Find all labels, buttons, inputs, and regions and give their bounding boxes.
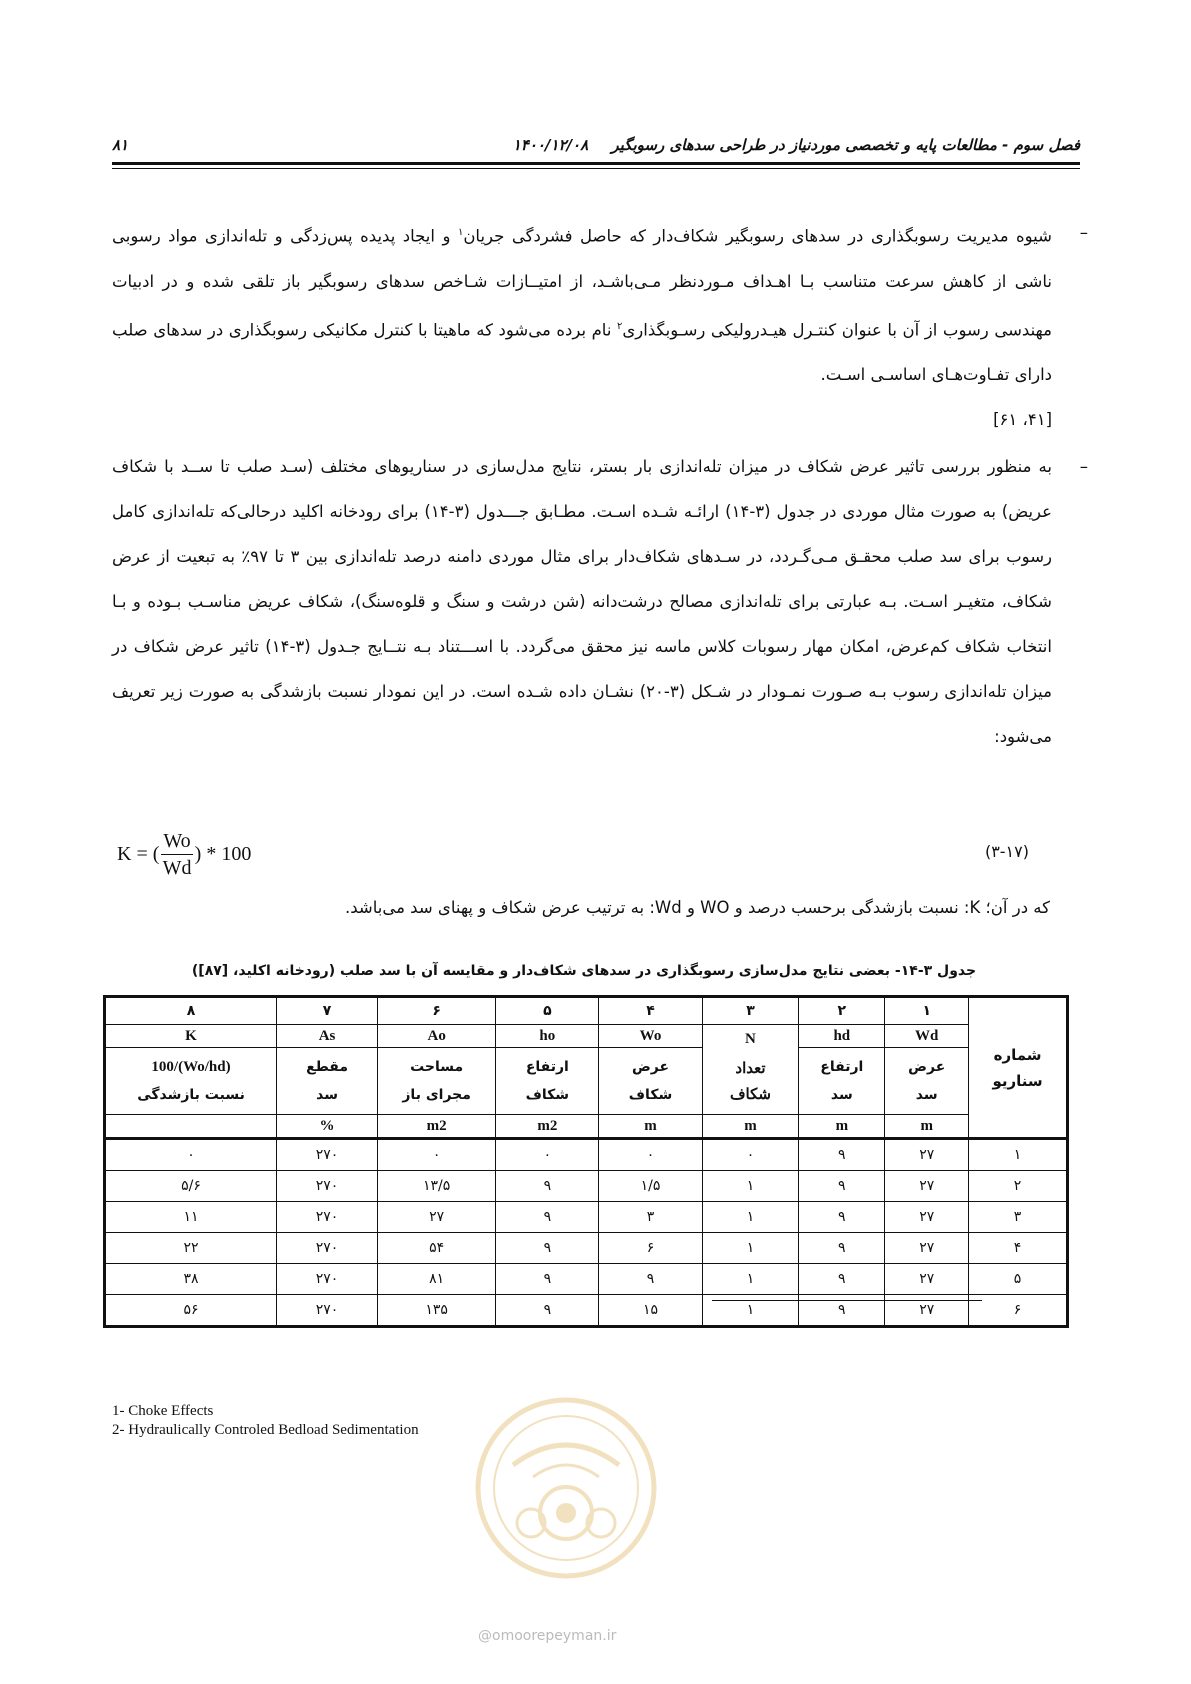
footnote-rule bbox=[712, 1300, 982, 1301]
table-row bbox=[105, 1202, 1068, 1233]
col-name-line: تعداد bbox=[735, 1061, 766, 1077]
col-symbol: Wo bbox=[599, 1025, 702, 1048]
table-cell: ۹ bbox=[799, 1139, 885, 1171]
bullet-item bbox=[112, 210, 1088, 442]
table-cell: ۹ bbox=[496, 1202, 599, 1233]
col-name bbox=[496, 1048, 599, 1115]
table-cell: ۹ bbox=[496, 1171, 599, 1202]
col-name-line: مساحت bbox=[410, 1059, 464, 1075]
col-name-line: سد bbox=[830, 1087, 853, 1103]
table-cell: ۳ bbox=[599, 1202, 702, 1233]
table-cell: ۳۸ bbox=[105, 1264, 277, 1295]
col-name-line: شکاف bbox=[729, 1087, 771, 1103]
equation-denominator: Wd bbox=[162, 857, 192, 879]
equation-definition: که در آن؛ K: نسبت بازشدگی برحسب درصد و WO و Wd: به ترتیب عرض شکاف و پهنای سد می‌باشد. bbox=[344, 898, 1050, 917]
table-cell: ۵ bbox=[969, 1264, 1068, 1295]
table-cell: ۲ bbox=[969, 1171, 1068, 1202]
table-cell: ۱ bbox=[702, 1202, 799, 1233]
equation-number: (۳-۱۷) bbox=[984, 842, 1029, 861]
table-cell: ۰ bbox=[496, 1139, 599, 1171]
equation-rhs: ) * 100 bbox=[194, 843, 252, 865]
table-cell: ۲۷۰ bbox=[277, 1202, 378, 1233]
col-number: ۶ bbox=[378, 997, 496, 1025]
table-cell: ۲۷ bbox=[885, 1171, 969, 1202]
bullet-item bbox=[112, 444, 1088, 759]
table-cell: ۹ bbox=[496, 1295, 599, 1327]
col-symbol: Ao bbox=[378, 1025, 496, 1048]
table-cell: ۲۷ bbox=[885, 1202, 969, 1233]
col-unit: m2 bbox=[378, 1115, 496, 1139]
footnote-1: 1- Choke Effects bbox=[112, 1403, 214, 1419]
col-symbol: As bbox=[277, 1025, 378, 1048]
col-name bbox=[799, 1048, 885, 1115]
col-name-line: (Wo/hd)/100 bbox=[151, 1059, 231, 1075]
col-number: ۷ bbox=[277, 997, 378, 1025]
col-name bbox=[378, 1048, 496, 1115]
running-title bbox=[513, 136, 1080, 154]
bullet-dash: – bbox=[1079, 223, 1088, 242]
table-cell: ۲۷۰ bbox=[277, 1264, 378, 1295]
bullet2-text: به منظور بررسی تاثیر عرض شکاف در میزان تله‌اندازی بار بستر، نتایج مدل‌سازی در سناریوهای مختلف (سـد صلب تا ســد با شکاف عریض) به صورت مثال موردی در جدول (۳-۱۴) ارائـه شـده اسـت. مطـابق جـــدول (۳-۱۴) برای رودخانه اکلید درحالی‌که تله‌اندازی کامل رسوب برای سد صلب محقـق مـی‌گـردد، در سـدهای شکاف‌دار برای مثال موردی دامنه درصد تله‌اندازی بین ۳ تا ۹۷٪ به تبعیت از عرض شکاف، متغیـر اسـت. بـه عبارتی برای تله‌اندازی مصالح درشت‌دانه (شن درشت و سنگ و قلوه‌سنگ)، شکاف عریض مناسـب بـوده و بـا انتخاب شکاف کم‌عرض، امکان مهار رسوبات کلاس ماسه نیز محقق می‌گردد. با اســـتناد بـه نتــایج جـدول (۳-۱۴) تاثیر عرض شکاف در میزان تله‌اندازی رسوب بـه صـورت نمـودار در شـکل (۳-۲۰) نشـان داده شـده است. در این نمودار نسبت بازشدگی به صورت زیر تعریف می‌شود: bbox=[112, 457, 1052, 746]
col-name bbox=[105, 1048, 277, 1115]
table-row bbox=[105, 1171, 1068, 1202]
table-row bbox=[105, 1139, 1068, 1171]
table-cell: ۲۷۰ bbox=[277, 1139, 378, 1171]
table-cell: ۵۴ bbox=[378, 1233, 496, 1264]
col-name bbox=[885, 1048, 969, 1115]
table-cell: ۲۲ bbox=[105, 1233, 277, 1264]
table-cell: ۲۷ bbox=[378, 1202, 496, 1233]
running-title-text: فصل سوم - مطالعات پایه و تخصصی موردنیاز در طراحی سدهای رسوبگیر bbox=[611, 136, 1080, 154]
col-unit: m bbox=[599, 1115, 702, 1139]
table-cell: ۱ bbox=[702, 1295, 799, 1327]
col-number: ۴ bbox=[599, 997, 702, 1025]
col-unit: m bbox=[885, 1115, 969, 1139]
equation-numerator: Wo bbox=[161, 828, 192, 855]
header-row-units bbox=[105, 1115, 1068, 1139]
bullet1-text-c: نام برده می‌شود که ماهیتا با کنترل مکانیکی رسوبگذاری در سدهای صلب دارای تفـاوت‌هـای اساسـی اسـت. bbox=[112, 320, 1052, 384]
reference-citation: [۴۱، ۶۱] bbox=[993, 410, 1052, 429]
table-cell: ۱ bbox=[702, 1264, 799, 1295]
table-cell: ۱۵ bbox=[599, 1295, 702, 1327]
table-cell: ۰ bbox=[105, 1139, 277, 1171]
table-cell: ۱ bbox=[702, 1171, 799, 1202]
table-cell: ۴ bbox=[969, 1233, 1068, 1264]
col-unit: m2 bbox=[496, 1115, 599, 1139]
col-name-line: شکاف bbox=[525, 1087, 570, 1103]
table-cell: ۲۷۰ bbox=[277, 1171, 378, 1202]
table-cell: ۵۶ bbox=[105, 1295, 277, 1327]
table-cell: ۹ bbox=[799, 1295, 885, 1327]
table-cell: ۶ bbox=[969, 1295, 1068, 1327]
table-row bbox=[105, 1233, 1068, 1264]
header-row-symbols bbox=[105, 1025, 1068, 1048]
table-cell: ۱۱ bbox=[105, 1202, 277, 1233]
table-cell: ۹ bbox=[799, 1171, 885, 1202]
header-row-names bbox=[105, 1048, 1068, 1115]
table-cell: ۲۷۰ bbox=[277, 1295, 378, 1327]
header-row-numbers bbox=[105, 997, 1068, 1025]
table-body bbox=[105, 1139, 1068, 1327]
col-symbol: Wd bbox=[885, 1025, 969, 1048]
col-name-line: سد bbox=[915, 1087, 938, 1103]
equation-lhs: K = ( bbox=[117, 843, 160, 865]
table-cell: ۹ bbox=[496, 1264, 599, 1295]
footnote-marker-1: ۱ bbox=[457, 227, 464, 238]
col-symbol: N bbox=[745, 1031, 756, 1047]
col-name bbox=[599, 1048, 702, 1115]
table-cell: ۰ bbox=[599, 1139, 702, 1171]
equation bbox=[117, 828, 1057, 888]
col-symbol: hd bbox=[799, 1025, 885, 1048]
footnote-marker-2: ۲ bbox=[617, 320, 623, 332]
col-name-line: عرض bbox=[908, 1059, 946, 1075]
table-cell: ۱/۵ bbox=[599, 1171, 702, 1202]
col-number: ۵ bbox=[496, 997, 599, 1025]
bullet1-text-a: شیوه مدیریت رسوبگذاری در سدهای رسوبگیر شکاف‌دار که حاصل فشردگی جریان bbox=[463, 226, 1052, 246]
col-name-line: مقطع bbox=[306, 1059, 349, 1075]
table-cell: ۶ bbox=[599, 1233, 702, 1264]
running-title-date: ۱۴۰۰/۱۲/۰۸ bbox=[512, 136, 589, 154]
col-name-line: ارتفاع bbox=[820, 1059, 864, 1075]
table-cell: ۱ bbox=[969, 1139, 1068, 1171]
table-row bbox=[105, 1264, 1068, 1295]
col-name-line: نسبت بازشدگی bbox=[137, 1087, 245, 1103]
col-number: ۱ bbox=[885, 997, 969, 1025]
col-symbol: ho bbox=[496, 1025, 599, 1048]
table-cell: ۰ bbox=[378, 1139, 496, 1171]
col-symbol: K bbox=[105, 1025, 277, 1048]
col-number: ۸ bbox=[105, 997, 277, 1025]
header-rule bbox=[112, 162, 1080, 169]
watermark-seal-icon bbox=[473, 1395, 659, 1581]
table-cell: ۲۷ bbox=[885, 1233, 969, 1264]
col-unit: m bbox=[799, 1115, 885, 1139]
table-cell: ۵/۶ bbox=[105, 1171, 277, 1202]
col-name-line: عرض bbox=[631, 1059, 670, 1075]
col-name-line: ارتفاع bbox=[525, 1059, 569, 1075]
table-cell: ۳ bbox=[969, 1202, 1068, 1233]
results-table bbox=[103, 995, 1069, 1328]
table-cell: ۸۱ bbox=[378, 1264, 496, 1295]
table-cell: ۹ bbox=[599, 1264, 702, 1295]
col-number: ۳ bbox=[702, 997, 799, 1025]
bullet1-text-b: و ایجاد پدیده پس‌زدگی و تله‌اندازی مواد رسوبی ناشی از کاهش سرعت متناسب بـا اهـداف مـوردنظر مـی‌باشـد، از امتیــازات شـاخص سدهای رسوبگیر باز تلقی شده و در ادبیات مهندسی رسوب از آن با عنوان کنتـرل هیـدرولیکی رسـوبگذاری bbox=[112, 226, 1052, 339]
page-header bbox=[112, 130, 1080, 154]
table-cell: ۱ bbox=[702, 1233, 799, 1264]
col-name bbox=[277, 1048, 378, 1115]
col-unit: m bbox=[702, 1115, 799, 1139]
table-cell: ۹ bbox=[799, 1264, 885, 1295]
watermark-url: @omoorepeyman.ir bbox=[478, 1628, 617, 1644]
table-cell: ۹ bbox=[799, 1202, 885, 1233]
equation-formula bbox=[117, 828, 251, 881]
table-cell: ۲۷ bbox=[885, 1139, 969, 1171]
footnote-2: 2- Hydraulically Controled Bedload Sedimentation bbox=[112, 1422, 419, 1438]
table-cell: ۰ bbox=[702, 1139, 799, 1171]
col-name-line: شکاف bbox=[628, 1087, 673, 1103]
table-cell: ۱۳۵ bbox=[378, 1295, 496, 1327]
scenario-header: شماره سناریو bbox=[969, 997, 1068, 1139]
equation-fraction bbox=[161, 828, 192, 881]
body-text bbox=[112, 210, 1088, 759]
table-grid bbox=[103, 995, 1069, 1328]
table-cell: ۲۷ bbox=[885, 1264, 969, 1295]
table-cell: ۱۳/۵ bbox=[378, 1171, 496, 1202]
col-name bbox=[703, 1056, 799, 1108]
col-unit: % bbox=[277, 1115, 378, 1139]
table-cell: ۲۷۰ bbox=[277, 1233, 378, 1264]
bullet-dash: – bbox=[1079, 457, 1088, 476]
col-name-line: مجرای باز bbox=[402, 1087, 471, 1103]
table-cell: ۹ bbox=[496, 1233, 599, 1264]
table-caption: جدول ۳-۱۴- بعضی نتایج مدل‌سازی رسوبگذاری در سدهای شکاف‌دار و مقایسه آن با سد صلب (رودخانه اکلید، [۸۷]) bbox=[191, 963, 977, 979]
table-cell: ۹ bbox=[799, 1233, 885, 1264]
table-cell: ۲۷ bbox=[885, 1295, 969, 1327]
page-number: ۸۱ bbox=[112, 136, 129, 154]
col-symbol-n bbox=[702, 1025, 799, 1115]
col-number: ۲ bbox=[799, 997, 885, 1025]
col-name-line: سد bbox=[316, 1087, 338, 1103]
